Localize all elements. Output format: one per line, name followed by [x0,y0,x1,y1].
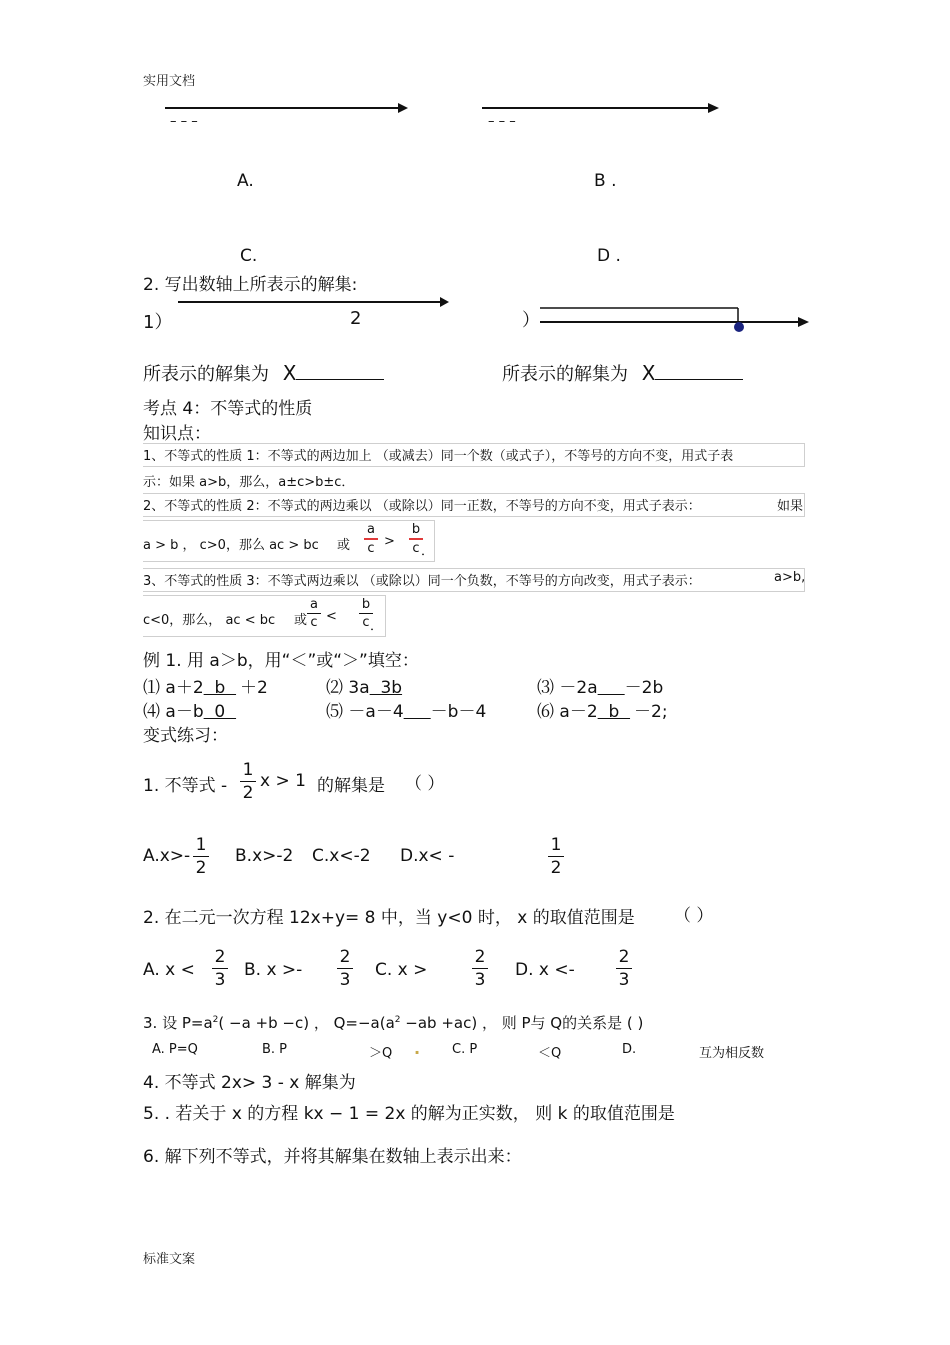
tick-marks-b: – – – [488,114,516,129]
option-a: A. [237,171,254,191]
q2-title: 2. 写出数轴上所表示的解集: [143,275,358,295]
v-q1-pre: 1. 不等式 - [143,776,228,796]
q2-answer1-prefix: 所表示的解集为 [143,364,269,385]
v-q1-tail: 的解集是 [317,776,385,796]
v-q3-option-c: C. P [452,1042,478,1057]
q2-answer1-var: X [282,361,297,385]
prop2-line1: 2、不等式的性质 2：不等式的两边乘以 （或除以）同一正数，不等号的方向不变，用式子表示： [143,499,701,514]
page-header: 实用文档 [143,74,196,89]
v-q4: 4. 不等式 2x> 3 - x 解集为 [143,1073,356,1093]
item-expr: ⑵ 3a [326,678,370,698]
number-line-q2-2 [540,308,809,332]
example1-title: 例 1. 用 a＞b，用“＜”或“＞”填空： [143,651,419,671]
example1-item6 [537,697,668,722]
prop2-end: ． [421,544,435,559]
fraction-bar [359,613,373,614]
denominator: c [412,541,420,556]
prop2-fraction-a-over-c [364,522,378,556]
item-expr: ⑴ a＋2 [143,678,204,698]
numerator: b [411,522,421,537]
page-footer: 标准文案 [143,1252,196,1267]
v-q2-option-b: B. x >- [244,960,303,980]
fraction-bar [337,968,353,969]
example1-item3 [537,673,663,698]
v-q5: 5. . 若关于 x 的方程 kx − 1 = 2x 的解为正实数， 则 k 的取值范围是 [143,1104,675,1124]
denominator: c [310,615,318,630]
item-expr: ⑸ －a－4 [326,702,404,722]
item-expr-right: ＋2 [240,678,268,698]
answer-blank: 0 [203,702,237,722]
prop2-or: 或 [337,538,351,553]
denominator: 3 [618,970,630,990]
v-q1-option-a: A.x>- [143,846,191,866]
prop1-line2: 示：如果 a>b，那么，a±c>b±c． [143,475,355,490]
v-q1-option-d-fraction [548,835,564,878]
prop3-line1: 3、不等式的性质 3：不等式两边乘以 （或除以）同一个负数，不等号的方向改变，用式子表示： [143,574,701,589]
answer-blank [404,702,431,722]
numerator: b [361,597,371,612]
solid-point [734,322,744,332]
knowledge-label: 知识点： [143,424,211,444]
variants-title: 变式练习： [143,726,228,746]
numerator: 2 [214,947,226,967]
item-expr-right: －2; [634,702,668,722]
tick-marks-a: – – – [170,114,198,129]
v-q3-option-d-text: 互为相反数 [699,1046,765,1061]
v-q3-option-b-rel: ＞Q [369,1046,393,1061]
item-expr-right: －b－4 [430,702,487,722]
answer-blank: b [597,702,631,722]
numerator: 2 [339,947,351,967]
numerator: a [310,597,318,612]
v-q1-option-b: B.x>-2 [235,846,294,866]
numerator: 1 [195,835,207,855]
fraction-bar [193,856,209,857]
denominator: 2 [195,858,207,878]
v-q3-option-c-rel: ＜Q [538,1046,562,1061]
numerator: a [367,522,375,537]
kaodian-title: 考点 4：不等式的性质 [143,399,313,419]
fraction-bar [307,613,321,614]
q3-exponent-1: 2 [212,1015,219,1025]
prop1-line1: 1、不等式的性质 1：不等式的两边加上 （或减去）同一个数（或式子），不等号的方向不变，用式子表 [143,449,734,464]
item-expr: ⑶ －2a [537,678,598,698]
option-c: C. [240,246,258,266]
v-q1-paren: （ ） [405,774,445,794]
v-q1-post: x > 1 [260,771,306,791]
q2-answer2-blank [655,379,743,380]
prop3-line2: c<0，那么， ac < bc [143,613,276,628]
prop2-line1-end: 如果 [777,499,804,514]
number-lines-top [0,0,950,140]
example1-item4 [143,697,236,722]
example1-item2 [326,673,402,698]
denominator: 3 [474,970,486,990]
prop3-op: < [326,609,337,624]
fraction-bar [548,856,564,857]
denominator: c [362,615,370,630]
denominator: 2 [550,858,562,878]
denominator: c [367,541,375,556]
fraction-bar [240,781,256,782]
prop3-line1-end: a>b, [774,570,806,585]
v-q3-dot: . [414,1039,421,1058]
answer-blank: 3b [369,678,403,698]
prop2-line2: a > b ， c>0，那么 ac > bc [143,538,319,553]
q3-exponent-2: 2 [394,1015,401,1025]
example1-item1 [143,673,268,698]
v-q3-option-a: A. P=Q [152,1042,198,1057]
fraction-bar [472,968,488,969]
q2-answer2 [502,360,743,386]
q3-part-c: −ab +ac) ， 则 P与 Q的关系是 ( ) [400,1014,644,1032]
v-q3-text [143,1012,643,1033]
q2-item2-paren: ） [522,310,540,331]
number-line-q2-1 [178,297,449,307]
v-q2-option-b-fraction [337,947,353,990]
denominator: 2 [242,783,254,803]
answer-blank: b [203,678,237,698]
q2-item2-number: 2 [350,308,362,329]
fraction-bar [616,968,632,969]
q3-part-b: ( −a +b −c) ， Q=−a(a [218,1014,395,1032]
v-q1-option-d: D.x< - [400,846,455,866]
v-q2-option-d: D. x <- [515,960,575,980]
q3-part-a: 3. 设 P=a [143,1014,213,1032]
v-q2-paren: （ ） [674,906,714,926]
number-line-b [482,103,719,113]
numerator: 1 [242,760,254,780]
option-b: B . [594,171,617,191]
numerator: 2 [618,947,630,967]
v-q3-option-b: B. P [262,1042,288,1057]
v-q2-text: 2. 在二元一次方程 12x+y= 8 中，当 y<0 时， x 的取值范围是 [143,908,635,928]
prop2-op: > [384,534,395,549]
prop3-or: 或 [294,613,308,628]
number-line-a [165,103,408,113]
fraction-bar [364,538,378,540]
prop3-fraction-a-over-c [307,597,321,630]
v-q3-option-d: D. [622,1042,637,1057]
q2-answer1 [143,360,384,386]
option-d: D . [597,246,621,266]
item-expr: ⑷ a－b [143,702,204,722]
v-q2-option-d-fraction [616,947,632,990]
denominator: 3 [214,970,226,990]
q2-answer2-var: X [641,361,656,385]
v-q6: 6. 解下列不等式，并将其解集在数轴上表示出来： [143,1147,522,1167]
item-expr-right: －2b [624,678,664,698]
q2-answer2-prefix: 所表示的解集为 [502,364,628,385]
fraction-bar [212,968,228,969]
item-expr: ⑹ a－2 [537,702,598,722]
number-lines-q2 [0,280,950,340]
numerator: 1 [550,835,562,855]
v-q2-option-c: C. x > [375,960,428,980]
numerator: 2 [474,947,486,967]
q2-answer1-blank [296,379,384,380]
v-q1-option-a-fraction [193,835,209,878]
v-q2-option-c-fraction [472,947,488,990]
v-q1-fraction [240,760,256,803]
v-q2-option-a: A. x < [143,960,195,980]
example1-item5 [326,697,486,722]
v-q2-option-a-fraction [212,947,228,990]
q2-item1: 1） [143,312,173,333]
v-q1-option-c: C.x<-2 [312,846,371,866]
denominator: 3 [339,970,351,990]
prop3-end: ． [370,619,384,634]
answer-blank [598,678,625,698]
